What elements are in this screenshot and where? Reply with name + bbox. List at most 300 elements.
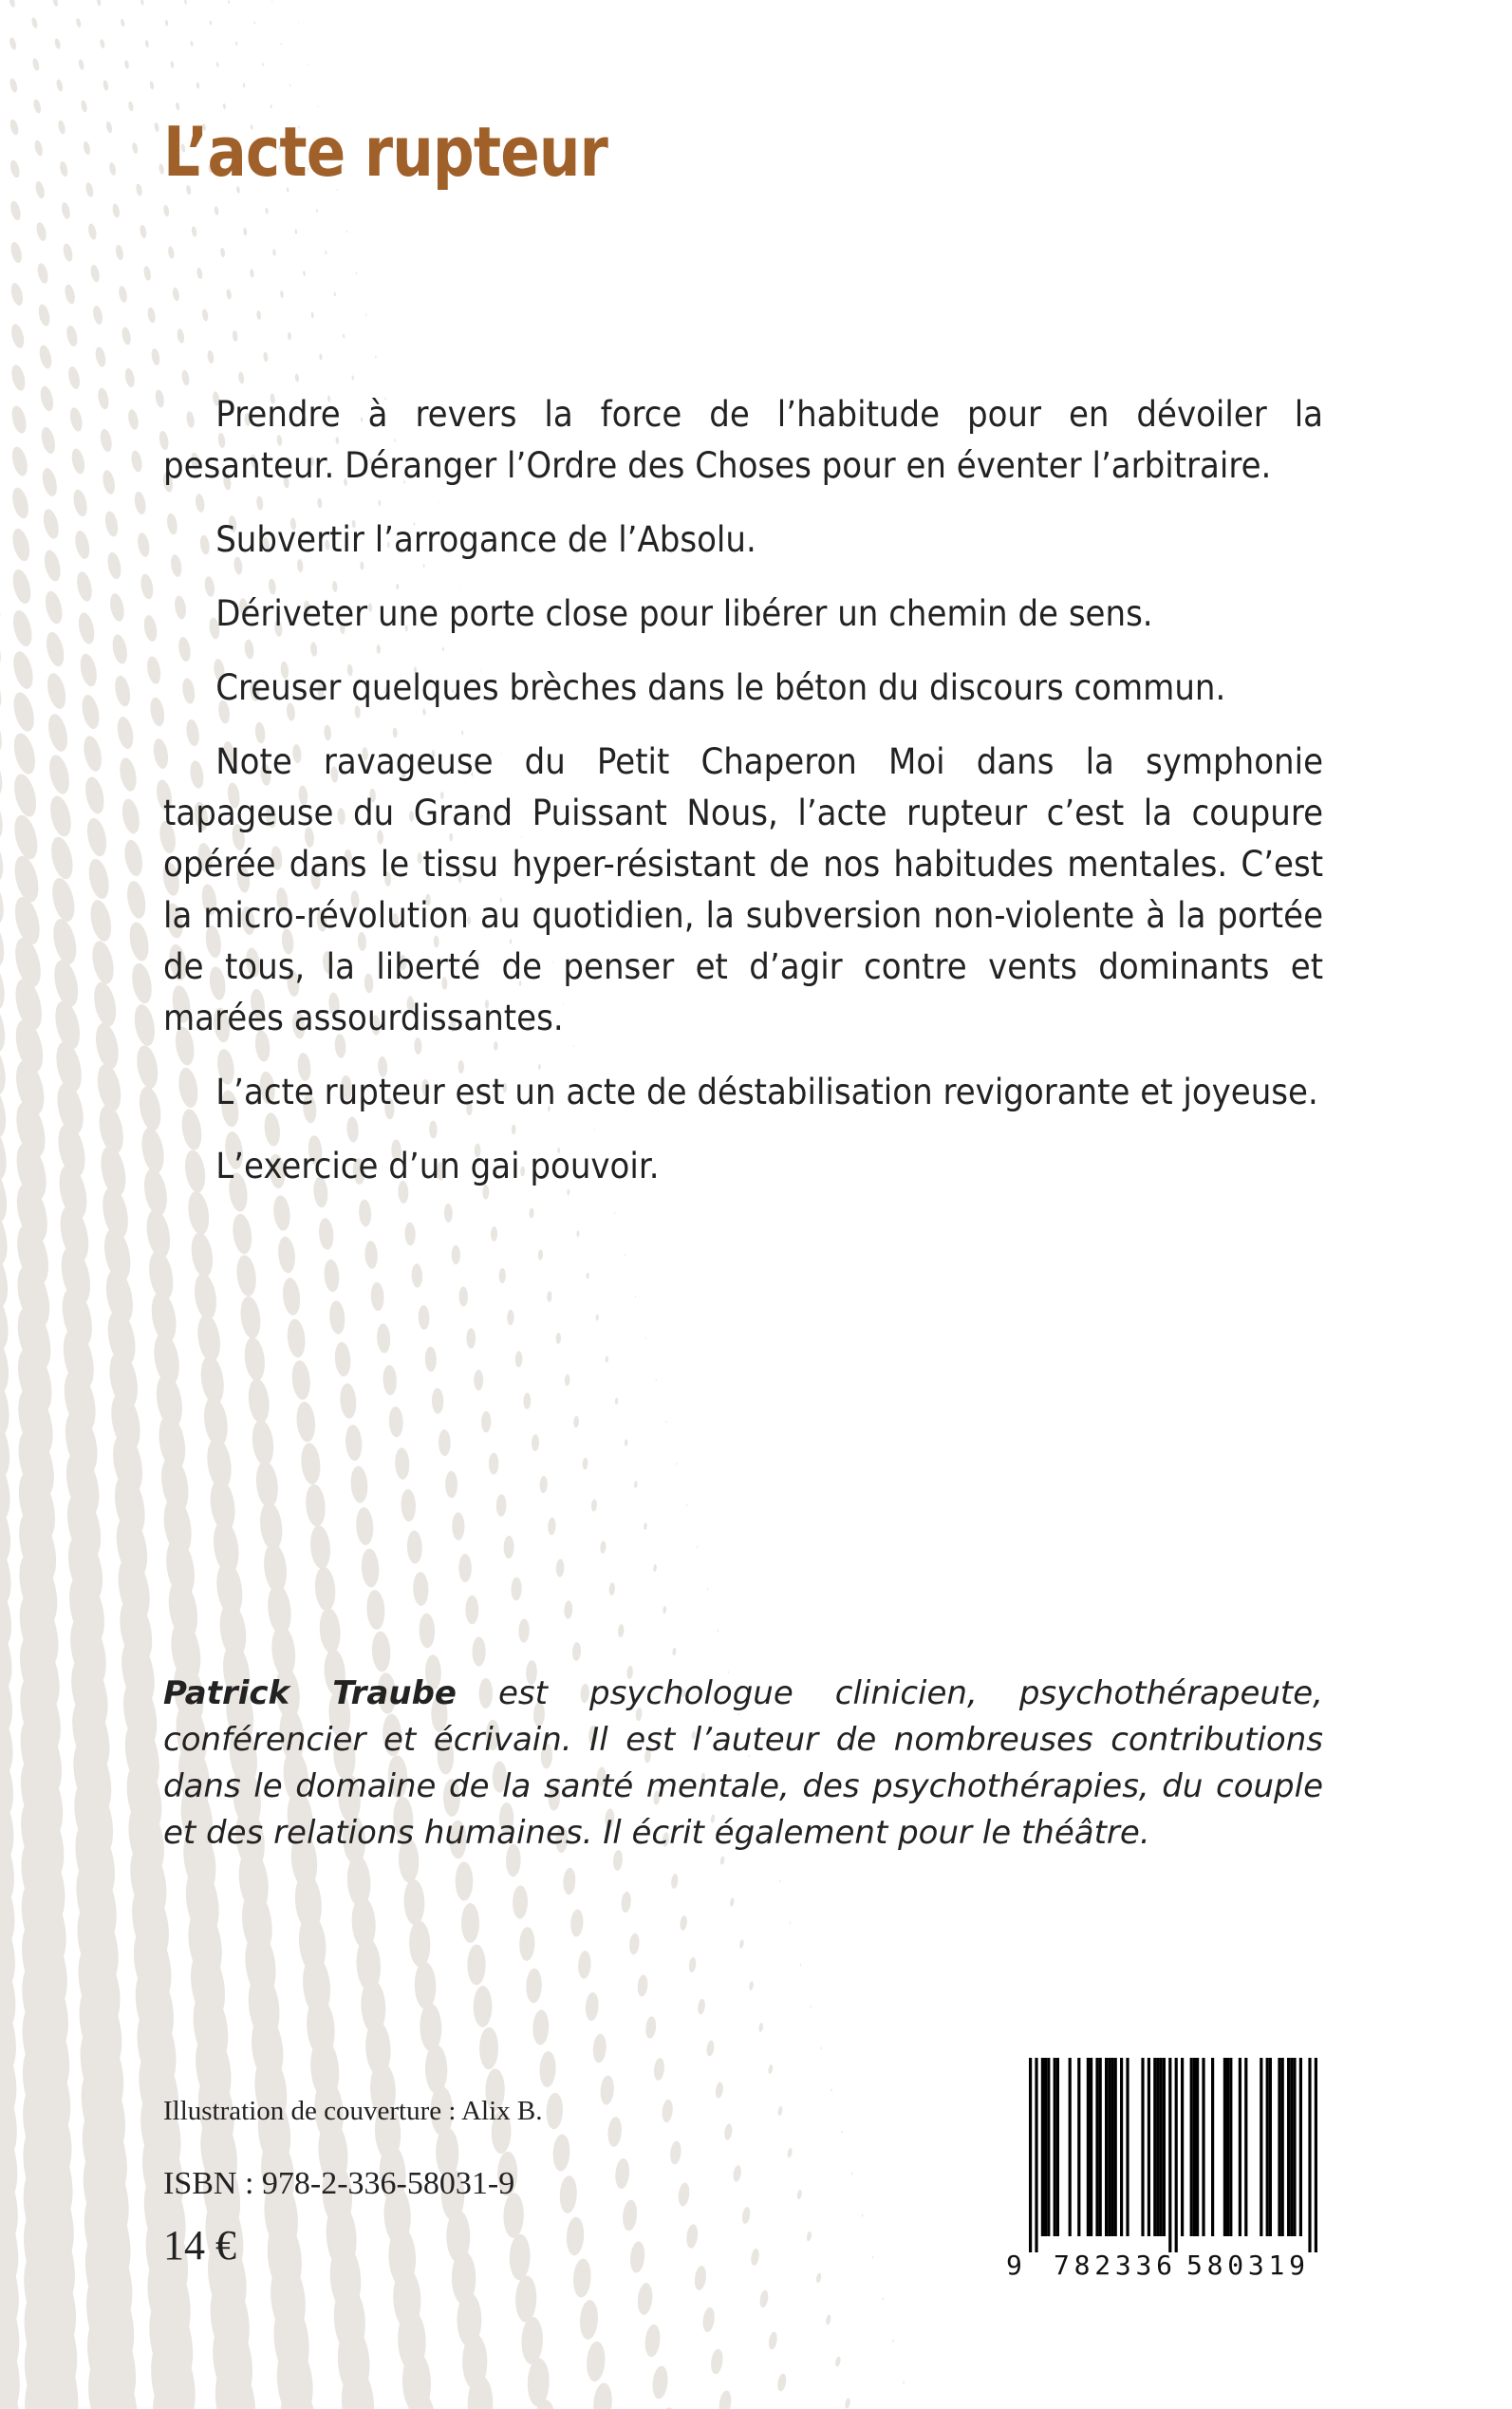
background-dot <box>46 753 72 795</box>
background-dot <box>9 159 21 178</box>
background-dot <box>42 549 63 583</box>
background-dot <box>271 1 272 3</box>
barcode-right-digits: 580319 <box>1186 2250 1305 2281</box>
background-dot <box>515 1351 523 1367</box>
barcode-bar <box>1111 2058 1113 2236</box>
background-dot <box>76 611 97 645</box>
background-dot <box>456 1861 474 1900</box>
background-dot <box>0 546 3 586</box>
background-dot <box>9 527 32 563</box>
background-dot <box>661 2099 673 2122</box>
background-dot <box>134 1044 160 1091</box>
background-dot <box>607 2117 623 2148</box>
background-dot <box>634 1481 638 1488</box>
background-dot <box>758 2023 764 2032</box>
barcode-bar <box>1041 2058 1044 2236</box>
background-dot <box>184 0 187 5</box>
background-dot <box>328 1300 346 1335</box>
background-dot <box>165 19 169 26</box>
background-dot <box>548 1518 556 1536</box>
background-dot <box>614 2157 630 2189</box>
background-dot <box>78 59 85 70</box>
background-dot <box>572 2258 592 2298</box>
background-dot <box>115 716 136 751</box>
background-dot <box>238 371 245 383</box>
background-dot <box>99 428 114 453</box>
background-dot <box>606 1355 609 1362</box>
background-dot <box>201 308 209 322</box>
background-dot <box>361 1548 381 1588</box>
barcode-bar <box>1163 2058 1166 2236</box>
background-dot <box>565 1374 570 1386</box>
background-dot <box>676 1463 677 1466</box>
background-dot <box>577 1951 591 1979</box>
blurb-paragraph: Subvertir l’arrogance de l’Absolu. <box>215 519 756 560</box>
background-dot <box>503 1536 513 1559</box>
background-dot <box>489 1452 499 1474</box>
background-dot <box>507 1310 514 1326</box>
background-dot <box>62 243 74 263</box>
background-dot <box>413 1572 429 1606</box>
barcode-bar <box>1095 2058 1098 2236</box>
background-dot <box>124 880 148 921</box>
barcode-bar <box>1077 2058 1080 2236</box>
background-dot <box>75 570 95 603</box>
background-dot <box>403 1879 425 1926</box>
barcode-bar <box>1181 2058 1184 2236</box>
barcode-bar <box>1141 2058 1144 2236</box>
background-dot <box>30 17 38 29</box>
background-dot <box>45 671 69 711</box>
barcode-bar <box>1226 2058 1229 2236</box>
background-dot <box>228 0 230 4</box>
blurb-paragraph: Dériveter une porte close pour libérer un chemin de sens. <box>215 593 1153 634</box>
barcode-bar <box>1193 2058 1196 2236</box>
background-dot <box>0 627 5 671</box>
background-dot <box>154 122 159 133</box>
background-dot <box>452 1512 464 1540</box>
background-dot <box>365 314 366 317</box>
background-dot <box>465 1596 478 1625</box>
background-dot <box>9 119 20 136</box>
background-dot <box>637 1974 648 1997</box>
background-dot <box>81 735 104 774</box>
barcode-bars <box>1029 2058 1317 2252</box>
background-dot <box>103 510 120 537</box>
background-dot <box>532 1434 540 1451</box>
background-dot <box>250 1419 275 1467</box>
background-dot <box>367 210 368 211</box>
background-dot <box>733 2165 742 2183</box>
background-dot <box>49 917 80 966</box>
background-dot <box>595 1314 599 1320</box>
barcode-bar <box>1269 2058 1272 2236</box>
background-dot <box>214 206 219 215</box>
background-dot <box>54 38 62 50</box>
background-dot <box>0 872 9 927</box>
blurb-paragraph: L’exercice d’un gai pouvoir. <box>215 1146 660 1186</box>
background-dot <box>121 327 132 345</box>
background-dot <box>281 1277 302 1316</box>
background-dot <box>73 530 92 561</box>
background-dot <box>461 1903 479 1943</box>
background-dot <box>526 1968 543 2003</box>
background-dot <box>256 310 262 320</box>
background-dot <box>370 1282 384 1312</box>
background-dot <box>513 1885 529 1919</box>
background-dot <box>177 328 185 344</box>
background-dot <box>129 962 155 1005</box>
background-dot <box>94 345 107 367</box>
background-dot <box>9 282 26 307</box>
background-dot <box>325 251 327 254</box>
background-dot <box>64 284 77 306</box>
background-dot <box>539 2051 557 2087</box>
background-dot <box>439 1429 451 1456</box>
background-dot <box>68 406 84 433</box>
background-dot <box>592 2382 613 2409</box>
background-dot <box>250 269 254 278</box>
background-dot <box>207 350 215 364</box>
background-dot <box>768 2331 778 2350</box>
background-dot <box>9 78 19 94</box>
background-dot <box>719 1856 724 1865</box>
background-dot <box>758 2289 769 2308</box>
background-dot <box>644 2016 657 2039</box>
background-dot <box>491 1226 497 1242</box>
background-dot <box>35 221 48 242</box>
background-dot <box>715 2082 724 2099</box>
background-dot <box>420 2003 442 2051</box>
background-dot <box>39 426 57 456</box>
background-dot <box>376 1323 391 1354</box>
background-dot <box>806 2231 812 2241</box>
background-dot <box>319 354 323 361</box>
background-dot <box>425 1347 438 1373</box>
background-dot <box>707 1588 708 1591</box>
background-dot <box>445 1471 457 1499</box>
background-dot <box>418 1305 429 1330</box>
background-dot <box>796 2189 802 2199</box>
background-dot <box>121 19 125 28</box>
background-dot <box>83 775 107 816</box>
background-dot <box>0 464 2 500</box>
background-dot <box>398 335 399 336</box>
background-dot <box>600 1541 607 1554</box>
background-dot <box>286 1318 307 1358</box>
background-dot <box>281 43 282 46</box>
background-dot <box>37 303 52 327</box>
background-dot <box>538 1249 543 1260</box>
background-dot <box>419 1614 435 1649</box>
background-dot <box>89 939 118 985</box>
background-dot <box>571 1642 581 1661</box>
barcode-bar <box>1069 2058 1072 2236</box>
background-dot <box>108 592 126 623</box>
background-dot <box>189 1231 215 1279</box>
background-dot <box>223 103 227 110</box>
background-dot <box>903 2381 905 2383</box>
background-dot <box>84 182 94 198</box>
background-dot <box>636 2282 653 2315</box>
background-dot <box>139 224 147 238</box>
background-dot <box>387 293 388 294</box>
background-dot <box>231 1213 253 1256</box>
background-dot <box>290 1359 312 1400</box>
background-dot <box>644 1522 647 1530</box>
background-dot <box>800 1963 802 1966</box>
isbn: ISBN : 978-2-336-58031-9 <box>163 2166 515 2201</box>
background-dot <box>628 1933 640 1954</box>
barcode-bar <box>1190 2058 1193 2236</box>
background-dot <box>9 0 16 8</box>
background-dot <box>96 0 101 7</box>
background-dot <box>532 2009 550 2045</box>
background-dot <box>406 1530 422 1563</box>
background-dot <box>105 551 122 581</box>
background-dot <box>127 408 140 430</box>
background-dot <box>131 142 138 155</box>
background-dot <box>294 373 299 382</box>
background-dot <box>46 712 71 753</box>
barcode-bar <box>1315 2058 1317 2252</box>
background-dot <box>258 1502 285 1552</box>
background-dot <box>547 1291 552 1302</box>
barcode-bar <box>1108 2058 1111 2236</box>
background-dot <box>10 772 40 819</box>
background-dot <box>0 913 9 971</box>
background-dot <box>701 2306 716 2333</box>
background-dot <box>140 573 156 601</box>
barcode-bar <box>1223 2058 1226 2236</box>
background-dot <box>191 226 197 237</box>
barcode-bar <box>1090 2058 1092 2236</box>
background-dot <box>55 79 64 92</box>
background-dot <box>10 690 38 734</box>
background-dot <box>60 201 71 219</box>
background-dot <box>103 80 109 91</box>
background-dot <box>75 18 82 28</box>
background-dot <box>351 375 354 380</box>
background-dot <box>677 2182 690 2207</box>
background-dot <box>323 1259 340 1293</box>
background-dot <box>44 630 67 668</box>
background-dot <box>176 102 180 110</box>
background-dot <box>234 1254 258 1298</box>
background-dot <box>710 2348 724 2375</box>
background-dot <box>145 655 162 684</box>
background-dot <box>844 2398 850 2409</box>
background-dot <box>474 1986 493 2027</box>
background-dot <box>862 2213 864 2216</box>
background-dot <box>458 1554 472 1582</box>
background-dot <box>388 1406 403 1437</box>
background-dot <box>311 312 314 319</box>
background-dot <box>242 1336 267 1382</box>
background-dot <box>851 2172 853 2175</box>
background-dot <box>552 2134 570 2172</box>
background-dot <box>779 1880 781 1883</box>
blurb-paragraph: Prendre à revers la force de l’habitude pour en dévoiler la pesanteur. Déranger l’Ordre des Choses pour en éventer l’arbitraire. <box>163 394 1324 486</box>
background-dot <box>0 791 7 842</box>
background-dot <box>686 1504 687 1507</box>
background-dot <box>790 1922 792 1925</box>
barcode-bar <box>1168 2058 1171 2252</box>
background-dot <box>196 82 199 88</box>
background-dot <box>663 1606 666 1614</box>
background-dot <box>162 204 170 216</box>
background-dot <box>318 1607 342 1653</box>
background-dot <box>459 1287 469 1307</box>
background-dot <box>172 287 180 301</box>
background-dot <box>38 384 55 412</box>
background-dot <box>618 1624 625 1637</box>
background-dot <box>514 2275 536 2323</box>
price: 14 € <box>163 2222 236 2269</box>
background-dot <box>564 1600 573 1619</box>
background-dot <box>140 0 144 6</box>
background-dot <box>0 831 8 885</box>
background-dot <box>656 1379 657 1381</box>
background-dot <box>83 140 91 155</box>
background-dot <box>355 1507 374 1546</box>
background-dot <box>308 1524 331 1569</box>
background-dot <box>882 2297 884 2300</box>
background-dot <box>496 1494 507 1517</box>
blurb-paragraph: Note ravageuse du Petit Chaperon Moi dans la symphonie tapageuse du Grand Puissant Nous, l’acte rupteur c’est la coupure opérée dans le tissu hyper-résistant de nos habitudes mentales. C’est la micro-révolution au quotidien, la subversion non-violente à la portée de tous, la liberté de penser et d’agir contre vents dominants et marées assourdissantes. <box>163 741 1324 1038</box>
barcode-bar <box>1047 2058 1050 2236</box>
background-dot <box>31 58 40 71</box>
background-dot <box>34 180 46 199</box>
background-dot <box>304 1484 327 1527</box>
background-dot <box>232 330 238 343</box>
background-dot <box>220 248 226 258</box>
background-dot <box>518 1618 530 1643</box>
background-dot <box>608 1582 615 1596</box>
background-dot <box>672 1648 677 1656</box>
background-dot <box>582 1457 588 1469</box>
background-dot <box>272 249 276 256</box>
background-dot <box>253 1460 280 1509</box>
background-dot <box>408 377 409 378</box>
background-dot <box>0 709 6 756</box>
background-dot <box>670 1874 679 1889</box>
background-dot <box>313 1566 337 1612</box>
background-dot <box>546 2092 564 2129</box>
background-dot <box>339 1383 357 1419</box>
background-dot <box>615 1397 619 1405</box>
background-dot <box>122 838 145 877</box>
background-dot <box>625 1439 628 1447</box>
background-dot <box>651 2365 669 2400</box>
background-dot <box>238 1296 263 1340</box>
barcode-bar <box>1278 2058 1280 2236</box>
background-dot <box>127 101 134 111</box>
background-dot <box>345 1424 364 1461</box>
background-dot <box>787 2148 793 2158</box>
background-dot <box>539 1476 548 1493</box>
background-dot <box>0 383 1 414</box>
background-dot <box>669 2140 682 2165</box>
background-dot <box>84 816 110 858</box>
background-dot <box>481 1411 491 1433</box>
background-dot <box>124 60 130 69</box>
background-dot <box>356 272 357 275</box>
background-dot <box>586 1272 589 1279</box>
background-dot <box>271 104 272 108</box>
background-dot <box>111 203 121 218</box>
background-dot <box>150 348 160 366</box>
background-dot <box>871 2255 873 2258</box>
barcode-bar <box>1035 2058 1037 2252</box>
background-dot <box>87 898 115 943</box>
background-dot <box>622 2199 638 2232</box>
background-dot <box>810 2005 812 2008</box>
background-dot <box>303 271 306 276</box>
background-dot <box>149 81 155 90</box>
background-dot <box>142 614 159 643</box>
background-dot <box>555 1559 564 1577</box>
background-dot <box>479 2027 498 2070</box>
background-dot <box>591 1499 598 1511</box>
background-dot <box>498 1268 505 1283</box>
background-dot <box>43 589 65 626</box>
background-dot <box>167 246 175 259</box>
barcode-bar <box>1056 2058 1059 2236</box>
background-dot <box>66 365 82 390</box>
background-dot <box>0 505 3 543</box>
background-dot <box>289 84 291 87</box>
background-dot <box>135 183 142 196</box>
background-dot <box>0 750 7 799</box>
illustration-credit: Illustration de couverture : Alix B. <box>163 2096 543 2126</box>
background-dot <box>563 1867 576 1895</box>
barcode-bar <box>1287 2058 1290 2236</box>
background-dot <box>573 1416 579 1429</box>
background-dot <box>246 1377 271 1424</box>
background-dot <box>466 1328 476 1348</box>
background-dot <box>118 756 140 793</box>
background-dot <box>346 231 347 233</box>
background-dot <box>105 121 113 133</box>
background-dot <box>364 1241 379 1269</box>
background-dot <box>9 364 28 392</box>
background-dot <box>718 1630 719 1633</box>
background-dot <box>511 1578 522 1601</box>
background-dot <box>300 1442 323 1485</box>
background-dot <box>621 1892 632 1914</box>
background-dot <box>235 42 238 47</box>
background-dot <box>57 120 66 135</box>
background-dot <box>210 20 213 25</box>
background-dot <box>192 1272 219 1321</box>
background-dot <box>9 241 23 264</box>
background-dot <box>706 2040 716 2057</box>
back-cover-blurb <box>163 389 1323 1215</box>
background-dot <box>555 1333 561 1344</box>
background-dot <box>825 2314 831 2325</box>
background-dot <box>519 1927 535 1961</box>
background-dot <box>408 1920 431 1968</box>
background-dot <box>586 2341 607 2382</box>
background-dot <box>132 1002 159 1047</box>
barcode-bar <box>1202 2058 1204 2236</box>
background-dot <box>411 1263 422 1288</box>
background-dot <box>38 344 54 369</box>
background-dot <box>127 921 152 962</box>
background-dot <box>295 1401 317 1443</box>
background-dot <box>739 1939 745 1949</box>
